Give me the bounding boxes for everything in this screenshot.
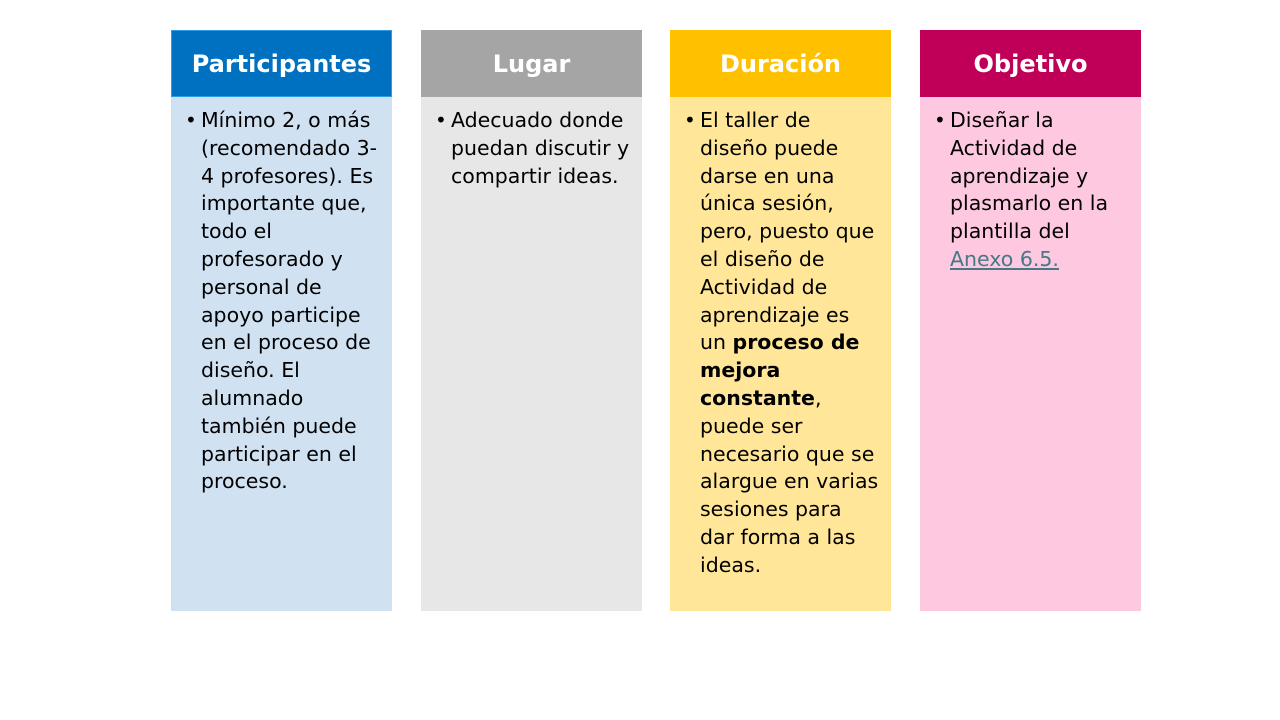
duracion-header: [670, 30, 891, 97]
column-duracion: [670, 30, 891, 611]
duracion-text-after: , puede ser necesario que se alargue en varias sesiones para dar forma a las ideas.: [700, 385, 879, 577]
participantes-bullet: • Mínimo 2, o más (recomendado 3-4 profesores). Es importante que, todo el profesorado y personal de apoyo participe en el proceso de diseño. El alumnado también puede participar en el proceso.: [185, 107, 382, 496]
duracion-text-bold: proceso de mejora constante: [700, 330, 860, 410]
column-participantes: [171, 30, 392, 611]
lugar-bullet: • Adecuado donde puedan discutir y compartir ideas.: [435, 107, 632, 190]
objetivo-header: [920, 30, 1141, 97]
participantes-title: Participantes: [191, 49, 372, 78]
column-lugar: [421, 30, 642, 611]
participantes-header: [171, 30, 392, 97]
anexo-link[interactable]: Anexo 6.5.: [950, 246, 1059, 271]
duracion-text-before: El taller de diseño puede darse en una única sesión, pero, puesto que el diseño de Actividad de aprendizaje es un: [700, 108, 875, 355]
participantes-body: [171, 97, 392, 611]
lugar-header: [421, 30, 642, 97]
objetivo-text-before: Diseñar la Actividad de aprendizaje y plasmarlo en la plantilla del: [950, 108, 1109, 244]
duracion-title: Duración: [719, 49, 842, 78]
duracion-bullet: [684, 107, 881, 580]
lugar-title: Lugar: [492, 49, 571, 78]
objetivo-bullet: [934, 107, 1131, 274]
column-objetivo: [920, 30, 1141, 611]
duracion-body: [670, 97, 891, 611]
objetivo-title: Objetivo: [973, 49, 1088, 78]
lugar-body: [421, 97, 642, 611]
objetivo-body: [920, 97, 1141, 611]
